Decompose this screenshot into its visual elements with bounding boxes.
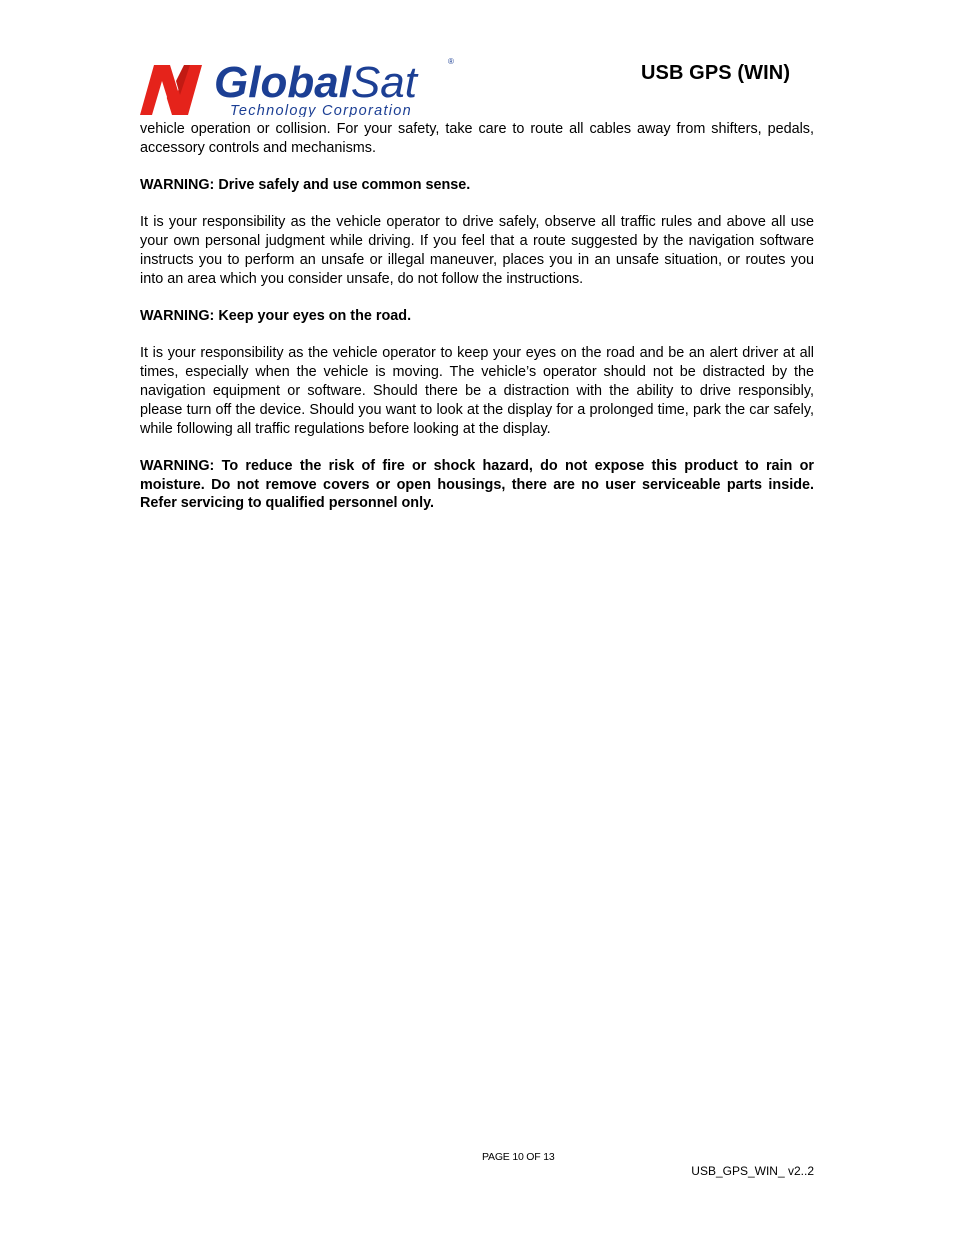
logo-tagline: Technology Corporation [230,103,413,117]
warning-drive-safely: WARNING: Drive safely and use common sense. [140,177,471,194]
paragraph-responsibility-eyes: It is your responsibility as the vehicle operator to keep your eyes on the road and be an alert driver at all times, especially when the vehicle is moving. The vehicle’s operator should not be distracted by the navigation equipment or software. Should there be a distraction with the ability to drive responsibly, please turn off the device. Should you want to look at the display for a prolonged time, park the car safely, while following all traffic regulations before looking at the display. [140,345,814,437]
document-body [140,120,814,513]
svg-text:GlobalSat [214,58,419,107]
document-version: USB_GPS_WIN_ v2..2 [691,1164,814,1178]
logo-wordmark-light: Sat [350,58,417,107]
document-title: USB GPS (WIN) [641,62,791,84]
registered-mark: ® [448,57,454,66]
page-number: PAGE 10 OF 13 [482,1151,555,1163]
warning-fire-shock: WARNING: To reduce the risk of fire or shock hazard, do not expose this product to rain or moisture. Do not remove covers or open housings, there are no user serviceable parts inside. Refer servicing to qualified personnel only. [140,457,814,512]
company-logo [140,55,458,117]
logo-wordmark-bold: Global [214,58,351,107]
paragraph-responsibility-driving: It is your responsibility as the vehicle operator to drive safely, observe all traffic rules and above all use your own personal judgment while driving. If you feel that a route suggested by the navigation software instructs you to perform an unsafe or illegal maneuver, places you in an unsafe situation, or routes you into an area which you consider unsafe, do not follow the instructions. [140,214,814,287]
globalsat-logo-icon [140,65,202,115]
warning-eyes-on-road: WARNING: Keep your eyes on the road. [140,308,412,325]
paragraph-cables: vehicle operation or collision. For your safety, take care to route all cables away from shifters, pedals, accessory controls and mechanisms. [140,121,814,156]
